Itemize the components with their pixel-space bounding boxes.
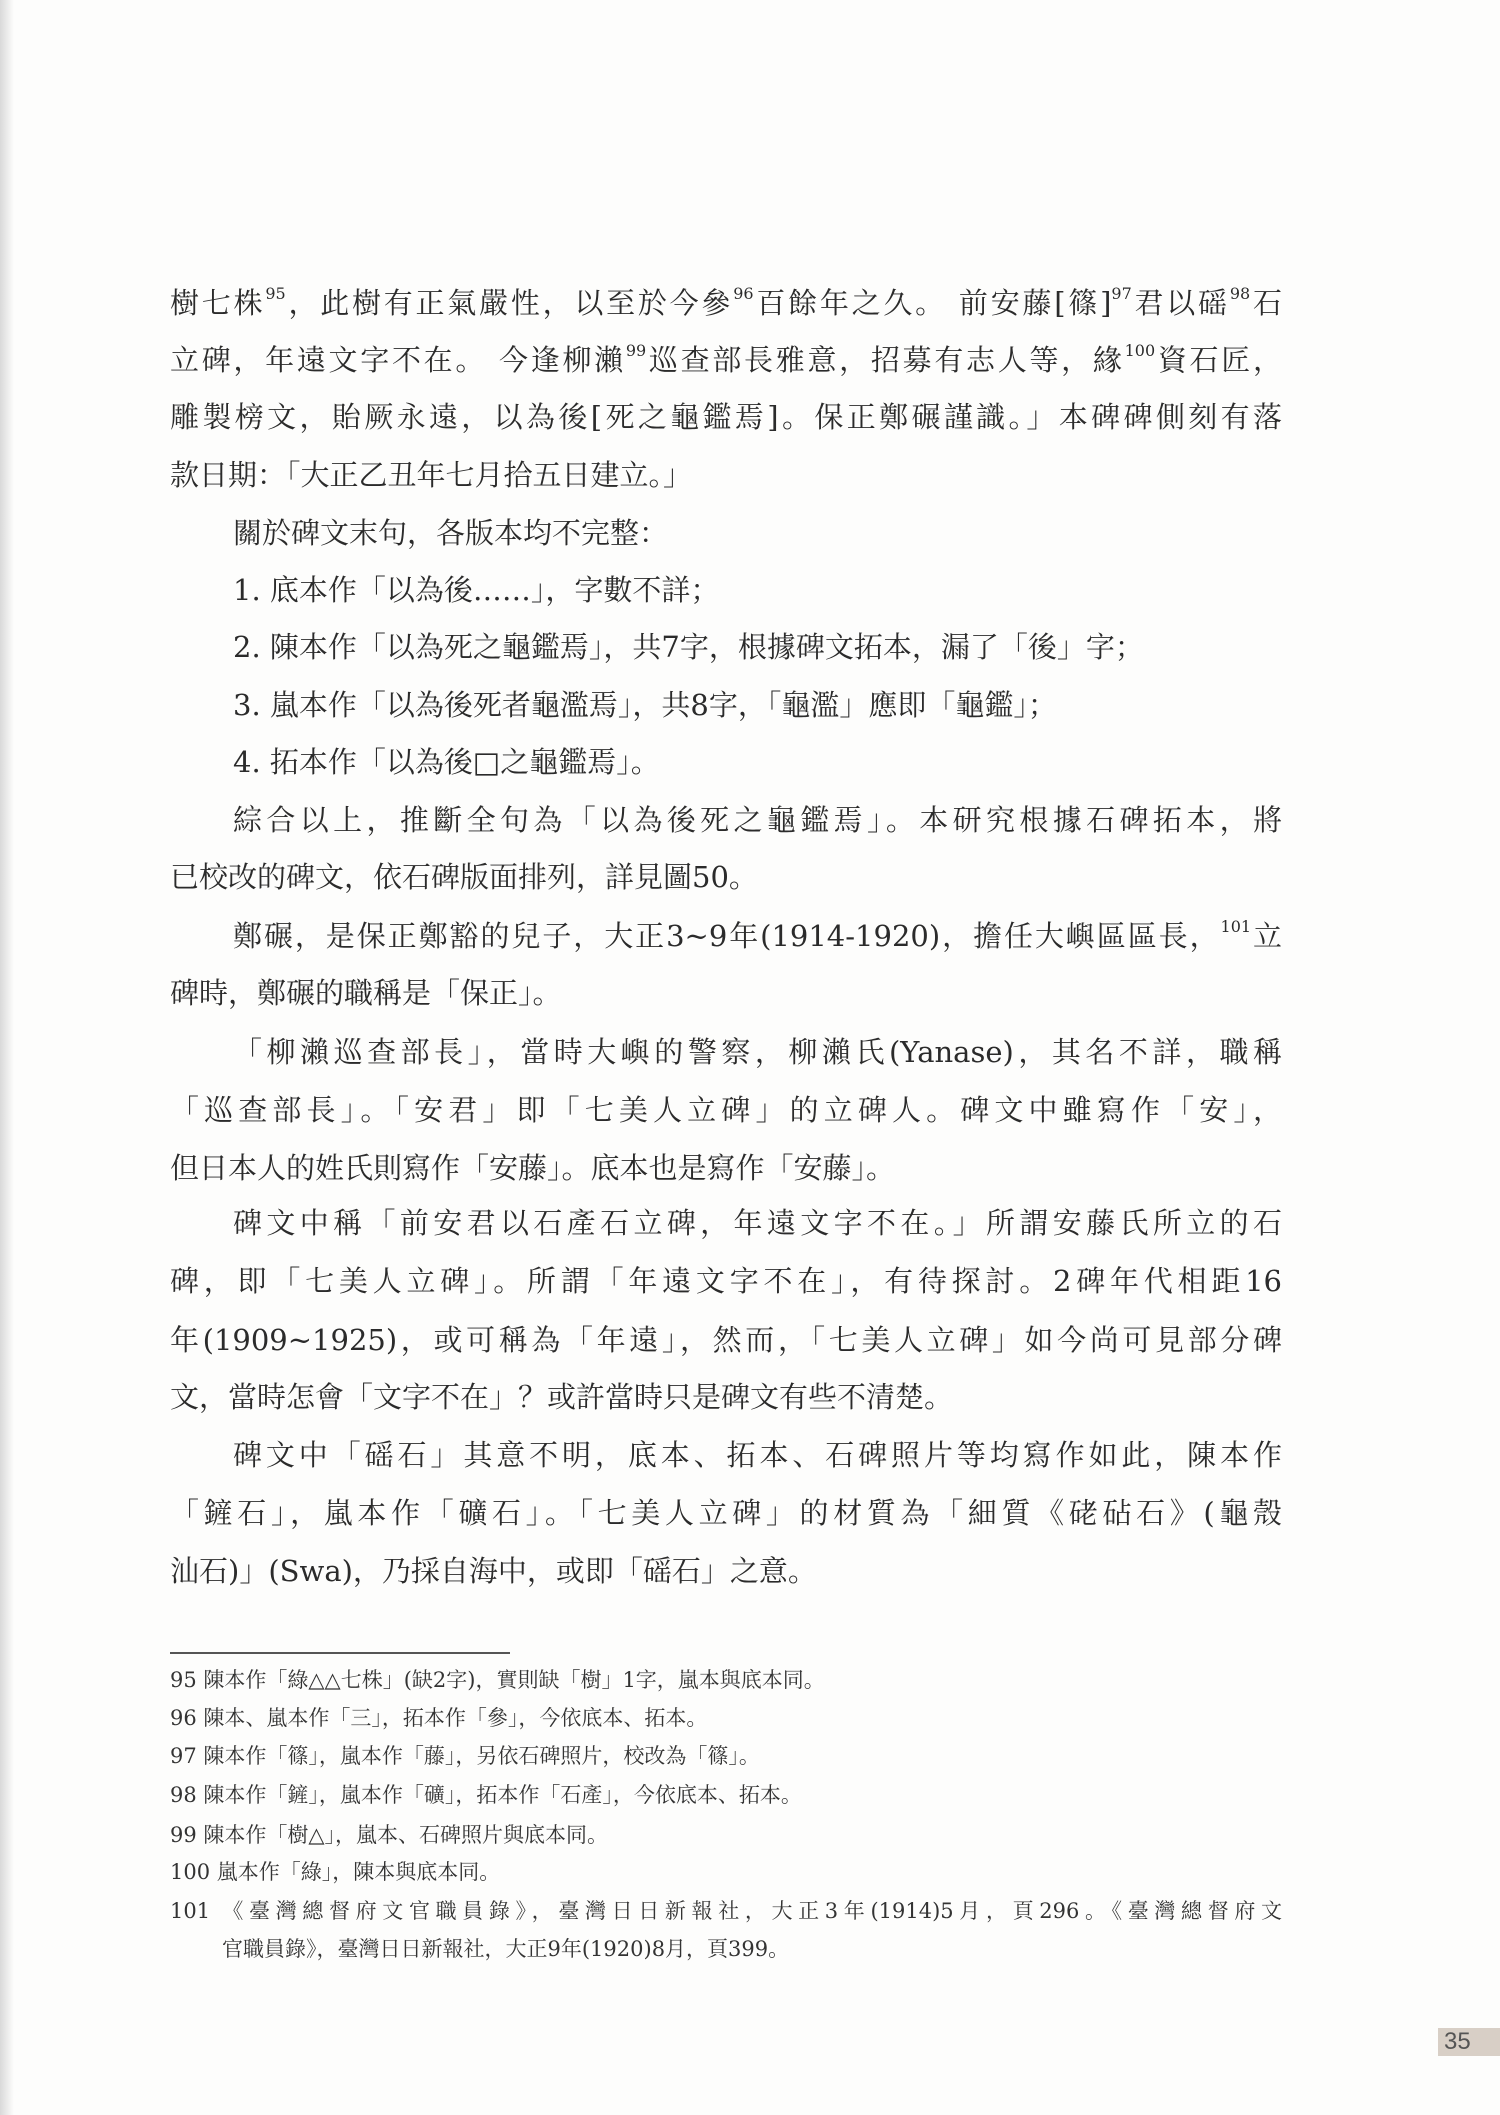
footnote: 101 《臺灣總督府文官職員錄》，臺灣日日新報社，大正3年(1914)5月，頁296。《臺灣總督府文: [170, 1899, 1282, 1923]
footnote-separator: [170, 1652, 510, 1654]
text-segment: 文，當時怎會「文字不在」？或許當時只是碑文有些不清楚。: [170, 1380, 954, 1414]
text-segment: 1. 底本作「以為後……」，字數不詳；: [233, 573, 720, 607]
text-line: [233, 800, 1282, 840]
text-line: [170, 340, 1282, 380]
text-segment: 資石匠，: [1155, 343, 1282, 377]
text-segment: 碑文中稱「前安君以石產石立碑，年遠文字不在。」所謂安藤氏所立的石: [233, 1206, 1282, 1240]
text-line: [170, 1320, 1282, 1360]
footnote-ref: 101: [1220, 917, 1252, 936]
footnote: 97 陳本作「篠」，嵐本作「藤」，另依石碑照片，校改為「篠」。: [170, 1744, 760, 1768]
footnote-ref: 98: [1229, 284, 1251, 303]
text-segment: 碑，即「七美人立碑」。所謂「年遠文字不在」，有待探討。2碑年代相距16: [170, 1264, 1282, 1298]
footnote-ref: 97: [1111, 284, 1132, 303]
text-line: [170, 1377, 1282, 1417]
footnote-ref: 100: [1124, 341, 1156, 360]
text-segment: 2. 陳本作「以為死之龜鑑焉」，共7字，根據碑文拓本，漏了「後」字；: [233, 630, 1144, 664]
text-segment: ，此樹有正氣嚴性，以至於今參: [285, 286, 734, 320]
text-line: [233, 570, 1282, 610]
text-line: [170, 397, 1282, 437]
text-line: [170, 1148, 1282, 1188]
text-line: [170, 1261, 1282, 1301]
text-segment: 綜合以上，推斷全句為「以為後死之龜鑑焉」。本研究根據石碑拓本，將: [233, 803, 1282, 837]
text-line: [170, 1551, 1282, 1591]
text-segment: 石: [1250, 286, 1282, 320]
text-segment: 「鏟石」，嵐本作「礦石」。「七美人立碑」的材質為「細質《硓砧石》(龜殼: [170, 1496, 1282, 1530]
text-line: [233, 1203, 1282, 1243]
text-segment: 碑時，鄭碾的職稱是「保正」。: [170, 976, 562, 1010]
text-line: [170, 1493, 1282, 1533]
text-segment: 巡查部長雅意，招募有志人等，緣: [646, 343, 1125, 377]
text-line: [170, 1090, 1282, 1130]
footnote-ref: 99: [625, 341, 647, 360]
text-segment: 年(1909~1925)，或可稱為「年遠」，然而，「七美人立碑」如今尚可見部分碑: [170, 1323, 1282, 1357]
text-segment: 樹七株: [170, 286, 266, 320]
text-segment: 汕石)」(Swa)，乃採自海中，或即「磘石」之意。: [170, 1554, 817, 1588]
text-line: [170, 857, 1282, 897]
text-segment: 鄭碾，是保正鄭豁的兒子，大正3~9年(1914-1920)，擔任大嶼區區長，: [233, 919, 1221, 953]
footnote: 99 陳本作「樹△」，嵐本、石碑照片與底本同。: [170, 1823, 609, 1847]
text-line: [233, 1435, 1282, 1475]
text-segment: 3. 嵐本作「以為後死者龜濫焉」，共8字，「龜濫」應即「龜鑑」；: [233, 688, 1057, 722]
footnote: 95 陳本作「綠△△七株」(缺2字)，實則缺「樹」1字，嵐本與底本同。: [170, 1668, 825, 1692]
text-segment: 立碑，年遠文字不在。 今逢柳瀨: [170, 343, 626, 377]
text-segment: 碑文中「磘石」其意不明，底本、拓本、石碑照片等均寫作如此，陳本作: [233, 1438, 1282, 1472]
text-line: [233, 627, 1282, 667]
text-line: [170, 973, 1282, 1013]
text-line: [233, 685, 1282, 725]
page-number: 35: [1438, 2028, 1500, 2056]
text-segment: 4. 拓本作「以為後□之龜鑑焉」。: [233, 745, 660, 779]
text-line: [170, 455, 1282, 495]
text-line: [233, 742, 1282, 782]
text-segment: 百餘年之久。 前安藤[篠]: [753, 286, 1112, 320]
footnote: 96 陳本、嵐本作「三」，拓本作「參」，今依底本、拓本。: [170, 1706, 708, 1730]
text-line: [233, 916, 1282, 956]
scan-edge-shadow: [0, 0, 14, 2115]
text-line: [233, 1032, 1282, 1072]
text-line: [233, 513, 1282, 553]
text-segment: 「巡查部長」。「安君」即「七美人立碑」的立碑人。碑文中雖寫作「安」，: [170, 1093, 1282, 1127]
footnote: 98 陳本作「鏟」，嵐本作「礦」，拓本作「石產」，今依底本、拓本。: [170, 1783, 802, 1807]
text-line: [170, 283, 1282, 323]
footnote-ref: 96: [733, 284, 754, 303]
text-segment: 君以磘: [1131, 286, 1230, 320]
text-segment: 立: [1251, 919, 1282, 953]
text-segment: 關於碑文末句，各版本均不完整：: [233, 516, 669, 550]
text-segment: 款日期：「大正乙丑年七月拾五日建立。」: [170, 458, 693, 492]
text-segment: 已校改的碑文，依石碑版面排列，詳見圖50。: [170, 860, 758, 894]
footnote: 官職員錄》，臺灣日日新報社，大正9年(1920)8月，頁399。: [222, 1937, 790, 1961]
text-segment: 「柳瀨巡查部長」，當時大嶼的警察，柳瀨氏(Yanase)，其名不詳，職稱: [233, 1035, 1282, 1069]
footnote-ref: 95: [265, 284, 286, 303]
text-segment: 雕製榜文，貽厥永遠，以為後[死之龜鑑焉]。保正鄭碾謹識。」本碑碑側刻有落: [170, 400, 1282, 434]
footnote: 100 嵐本作「綠」，陳本與底本同。: [170, 1860, 501, 1884]
text-segment: 但日本人的姓氏則寫作「安藤」。底本也是寫作「安藤」。: [170, 1151, 896, 1185]
